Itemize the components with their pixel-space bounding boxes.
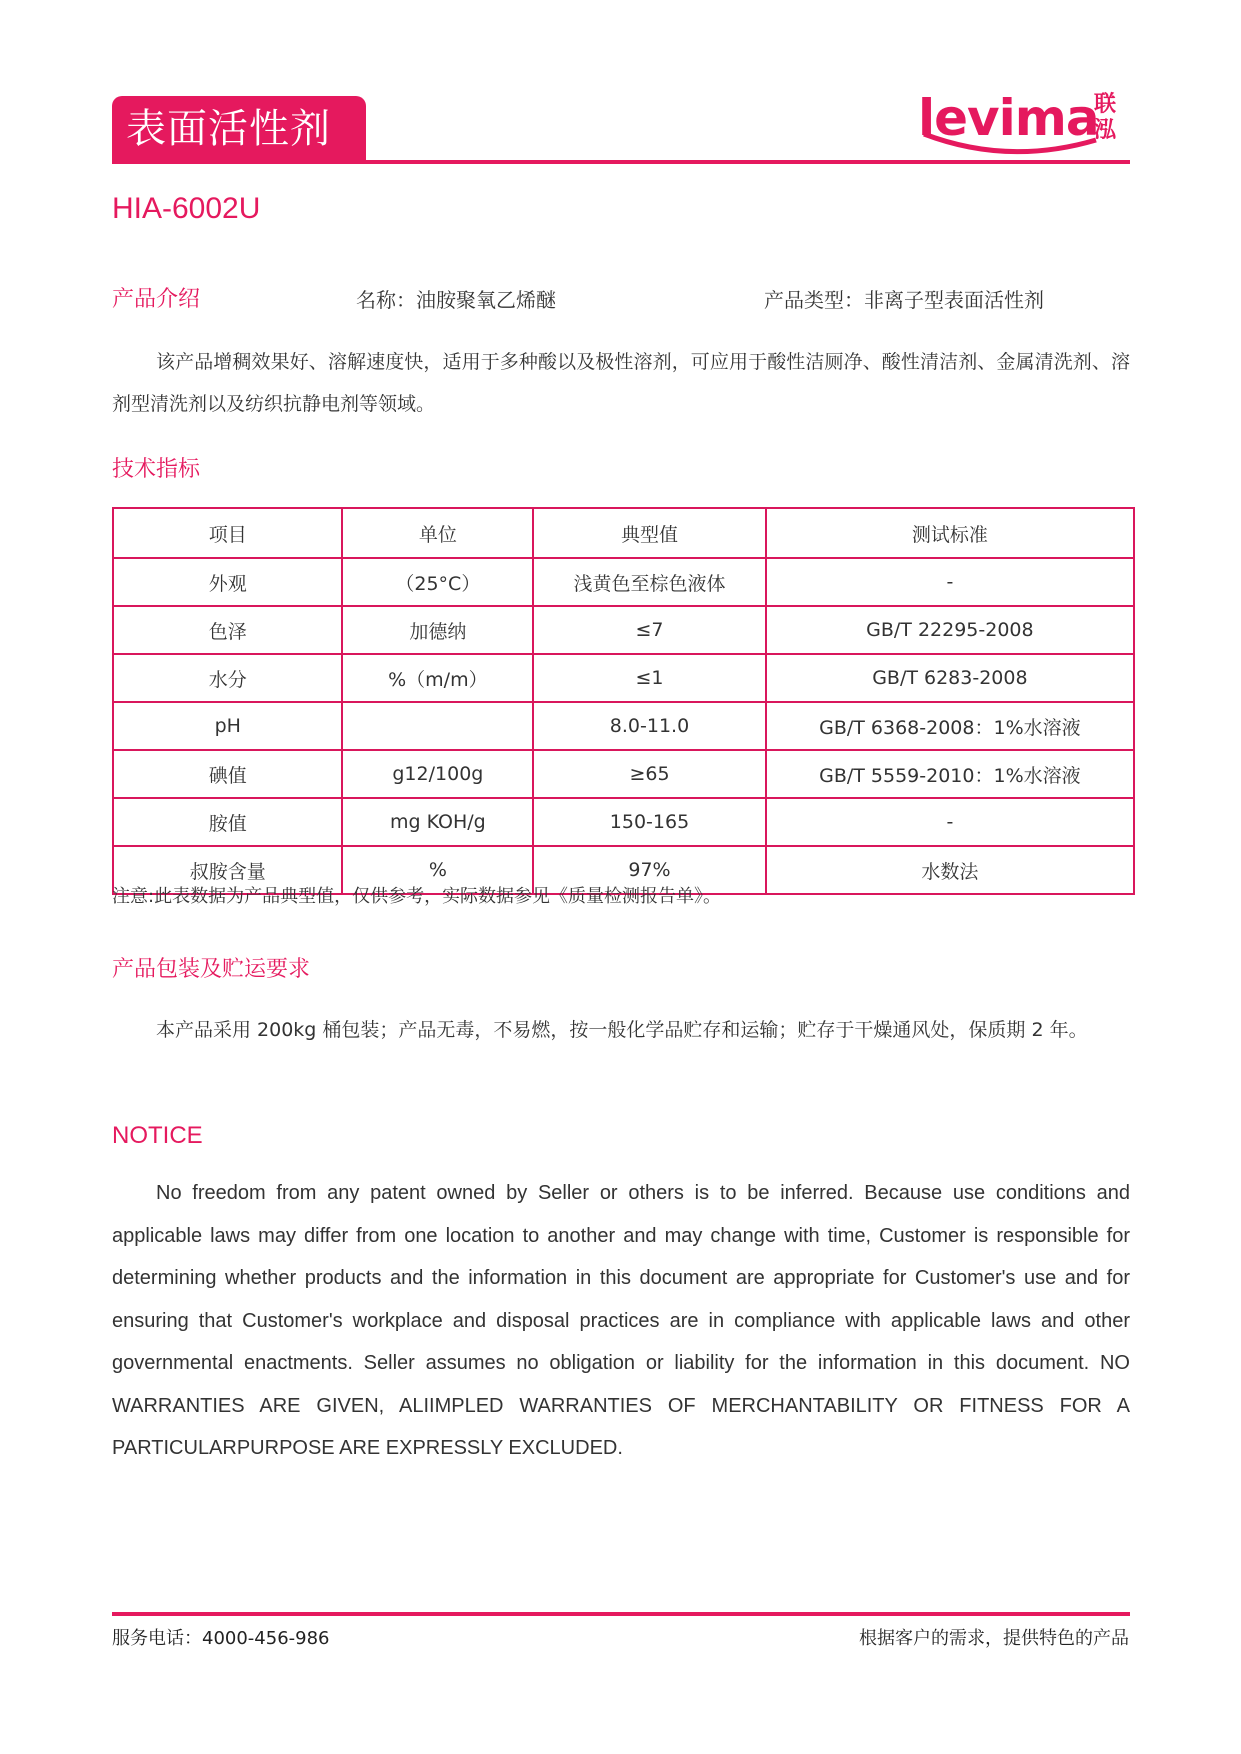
table-row xyxy=(113,654,1134,702)
table-cell: ≤7 xyxy=(533,606,766,654)
section-heading-specs: 技术指标 xyxy=(112,457,201,482)
table-cell: 胺值 xyxy=(113,798,342,846)
table-cell: 97% xyxy=(533,846,766,894)
table-cell: GB/T 22295-2008 xyxy=(766,606,1134,654)
table-header-row xyxy=(113,508,1134,558)
product-type-label: 产品类型： xyxy=(764,288,864,312)
service-hotline: 服务电话：4000-456-986 xyxy=(112,1628,330,1649)
table-cell: 浅黄色至棕色液体 xyxy=(533,558,766,606)
column-header-item: 项目 xyxy=(113,508,342,558)
column-header-typical: 典型值 xyxy=(533,508,766,558)
table-cell: 色泽 xyxy=(113,606,342,654)
table-cell xyxy=(342,702,533,750)
table-cell: - xyxy=(766,558,1134,606)
table-cell: （25°C） xyxy=(342,558,533,606)
table-cell: 叔胺含量 xyxy=(113,846,342,894)
table-cell: mg KOH/g xyxy=(342,798,533,846)
product-type-value: 非离子型表面活性剂 xyxy=(864,288,1044,312)
column-header-unit: 单位 xyxy=(342,508,533,558)
table-row xyxy=(113,702,1134,750)
section-heading-intro: 产品介绍 xyxy=(112,287,201,312)
table-cell: 加德纳 xyxy=(342,606,533,654)
table-cell: - xyxy=(766,798,1134,846)
product-name-label: 名称： xyxy=(356,288,416,312)
table-row xyxy=(113,558,1134,606)
table-row xyxy=(113,606,1134,654)
table-cell: ≤1 xyxy=(533,654,766,702)
company-logo xyxy=(918,88,1138,158)
table-cell: GB/T 6368-2008：1%水溶液 xyxy=(766,702,1134,750)
table-cell: pH xyxy=(113,702,342,750)
product-type xyxy=(764,284,1044,313)
category-badge: 表面活性剂 xyxy=(112,96,366,162)
table-cell: %（m/m） xyxy=(342,654,533,702)
section-heading-notice: NOTICE xyxy=(112,1122,203,1149)
table-cell: GB/T 6283-2008 xyxy=(766,654,1134,702)
product-name xyxy=(356,284,556,313)
table-cell: 碘值 xyxy=(113,750,342,798)
table-cell: 水数法 xyxy=(766,846,1134,894)
table-cell: g12/100g xyxy=(342,750,533,798)
table-note: 注意:此表数据为产品典型值，仅供参考，实际数据参见《质量检测报告单》。 xyxy=(112,886,722,907)
logo-chinese-name: 联泓 xyxy=(1094,92,1117,143)
intro-description: 该产品增稠效果好、溶解速度快，适用于多种酸以及极性溶剂，可应用于酸性洁厕净、酸性清洁剂、金属清洗剂、溶剂型清洗剂以及纺织抗静电剂等领域。 xyxy=(112,351,1130,415)
section-heading-packaging: 产品包装及贮运要求 xyxy=(112,957,311,982)
table-row xyxy=(113,798,1134,846)
notice-text: No freedom from any patent owned by Seller or others is to be inferred. Because use conditions and applicable laws may differ from one location to another and may change with time, Customer is responsible for determining whether products and the information in this document are appropriate for Customer's use and for ensuring that Customer's workplace and disposal practices are in compliance with applicable laws and other governmental enactments. Seller assumes no obligation or liability for the information in this document. NO WARRANTIES ARE GIVEN, ALIIMPLED WARRANTIES OF MERCHANTABILITY OR FITNESS FOR A PARTICULARPURPOSE ARE EXPRESSLY EXCLUDED. xyxy=(112,1182,1130,1459)
table-cell: 水分 xyxy=(113,654,342,702)
footer-divider xyxy=(112,1612,1130,1616)
column-header-standard: 测试标准 xyxy=(766,508,1134,558)
table-cell: 8.0-11.0 xyxy=(533,702,766,750)
table-cell: 150-165 xyxy=(533,798,766,846)
logo-wordmark: levima xyxy=(918,89,1099,147)
table-cell: % xyxy=(342,846,533,894)
spec-table xyxy=(112,507,1135,895)
product-code-title: HIA-6002U xyxy=(112,192,261,225)
packaging-text: 本产品采用 200kg 桶包装；产品无毒，不易燃，按一般化学品贮存和运输；贮存于干燥通风处，保质期 2 年。 xyxy=(156,1019,1088,1041)
product-name-value: 油胺聚氧乙烯醚 xyxy=(416,288,556,312)
footer-slogan: 根据客户的需求，提供特色的产品 xyxy=(859,1628,1129,1649)
header-divider xyxy=(112,160,1130,164)
table-row xyxy=(113,750,1134,798)
table-cell: GB/T 5559-2010：1%水溶液 xyxy=(766,750,1134,798)
table-cell: ≥65 xyxy=(533,750,766,798)
table-cell: 外观 xyxy=(113,558,342,606)
